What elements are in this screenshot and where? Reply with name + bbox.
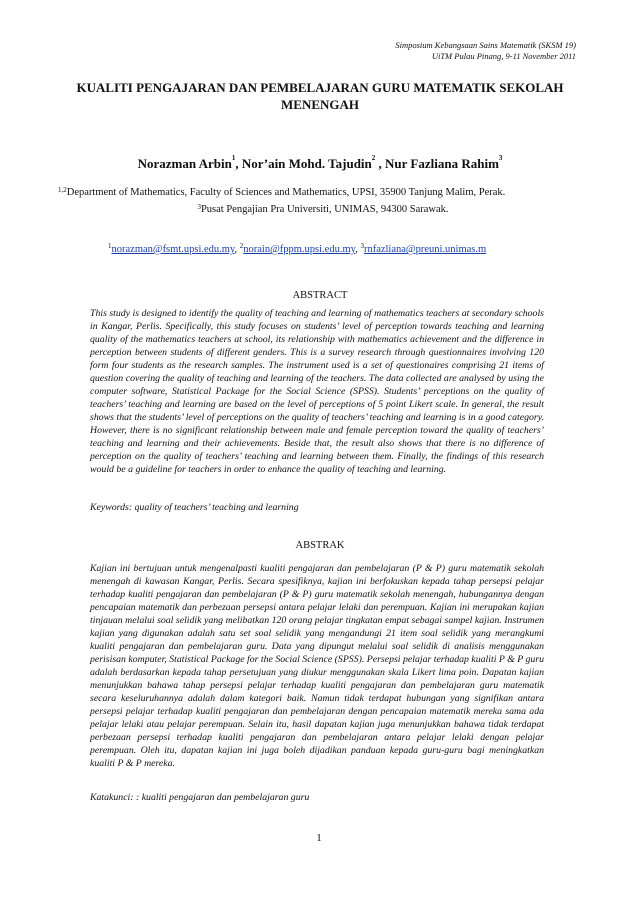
email-3-sup: 3 <box>360 242 364 250</box>
abstrak-body: Kajian ini bertujuan untuk mengenalpasti kualiti pengajaran dan pembelajaran (P & P) guru matematik sekolah menengah di kawasan Kangar, Perlis. Secara spesifiknya, kajian ini berfokuskan kepada tahap persepsi pelajar terhadap kualiti pengajaran dan pembelajaran (P & P) guru matematik sekolah menengah, hubungannya dengan pencapaian matematik dan perbezaan persepsi antara pelajar lelaki dan perempuan. Kajian ini merupakan kajian tinjauan melalui soal selidik yang melibatkan 120 orang pelajar tingkatan empat sebagai sampel kajian. Instrumen kajian yang digunakan adalah satu set soal selidik yang mengandungi 21 item soal selidik yang merangkumi kualiti pengajaran dan pembelajaran guru. Data yang dipungut melalui soal selidik di analisis menggunakan perisisan komputer, Statistical Package for the Social Science (SPSS). Persepsi pelajar terhadap kualiti P & P guru adalah berdasarkan kepada tahap persetujuan yang diukur menggunakan skala Likert lima poin. Dapatan kajian menunjukkan bahawa tahap persepsi pelajar terhadap kualiti pengajaran dan pembelajaran guru matematik secara keseluruhannya adalah dalam kategori baik. Namun tidak terdapat hubungan yang signifikan antara persepsi pelajar terhadap kualiti pengajaran dan pembelajaran dengan pencapaian matematik mereka sama ada pelajar lelaki atau pelajar perempuan. Selain itu, hasil dapatan kajian juga menunjukkan bahawa tidak terdapat perbezaan persepsi terhadap kualiti pengajaran dan pembelajaran antara pelajar lelaki dengan pelajar perempuan. Oleh itu, dapatan kajian ini juga boleh dijadikan panduan kepada guru-guru bagi meningkatkan kualiti P & P mereka. <box>90 563 544 769</box>
affiliation-2 <box>58 201 588 218</box>
author-1-sup: 1 <box>231 154 236 162</box>
author-2-sup: 2 <box>371 154 376 162</box>
email-link-2[interactable]: norain@fppm.upsi.edu.my <box>243 244 356 255</box>
paper-title-line1: KUALITI PENGAJARAN DAN PEMBELAJARAN GURU MATEMATIK SEKOLAH <box>76 80 564 95</box>
affiliation-1-text: Department of Mathematics, Faculty of Sciences and Mathematics, UPSI, 35900 Tanjung Malim, Perak. <box>66 187 506 198</box>
email-link-3[interactable]: rnfazliana@preuni.unimas.m <box>363 244 487 255</box>
affiliation-2-text: Pusat Pengajian Pra Universiti, UNIMAS, 94300 Sarawak. <box>200 204 449 215</box>
author-3: , Nur Fazliana Rahim <box>375 156 499 171</box>
affiliations <box>58 184 588 218</box>
paper-title <box>60 79 580 113</box>
affiliation-1 <box>58 184 588 201</box>
affiliation-2-sup: 3 <box>197 203 201 211</box>
paper-title-line2: MENENGAH <box>281 97 359 112</box>
email-list <box>108 244 486 255</box>
keywords-en: Keywords: quality of teachers’ teaching and learning <box>90 502 299 513</box>
author-2: , Nor’ain Mohd. Tajudin <box>235 156 372 171</box>
running-header <box>276 40 576 62</box>
abstract-heading: ABSTRACT <box>292 290 348 301</box>
affiliation-1-sup: 1,2 <box>58 186 67 194</box>
email-1-sup: 1 <box>108 242 112 250</box>
running-header-line2: UiTM Pulau Pinang, 9-11 November 2011 <box>431 51 576 61</box>
email-sep-1: , <box>234 244 240 255</box>
page-number: 1 <box>316 832 322 844</box>
abstract-body: This study is designed to identify the quality of teaching and learning of mathematics teachers at secondary schools in Kangar, Perlis. Specifically, this study focuses on students’ level of perception towards teaching and learning quality of the mathematics teachers at school, its relationship with mathematics achievement and the difference in perception between students of different genders. This is a survey research through questionnaires involving 120 form four students as the research samples. The instrument used is a set of questionaires comprising 21 items of question covering the quality of teaching and learning of the teachers. The data collected are analysed by using the computer software, Statistical Package for the Social Science (SPSS). Students’ perceptions on the quality of teachers’ teaching and learning are based on the level of perceptions of 5 point Likert scale. In general, the result shows that the students’ level of perceptions on the quality of teachers’ teaching and learning is in a good category. However, there is no significant relationship between male and female perception toward the quality of teachers’ teaching and learning and their achievements. Beside that, the result also shows that there is no difference of perception on the quality of teachers’ teaching and learning between them. Finally, the findings of this research would be a guideline for teachers in order to enhance the quality of teaching and learning. <box>90 308 544 475</box>
author-3-sup: 3 <box>498 154 503 162</box>
running-header-line1: Simposium Kebangsaan Sains Matematik (SKSM 19) <box>395 40 576 50</box>
author-list <box>60 156 580 172</box>
email-2-sup: 2 <box>239 242 244 250</box>
email-link-1[interactable]: norazman@fsmt.upsi.edu.my <box>111 244 235 255</box>
keywords-ms: Katakunci: : kualiti pengajaran dan pembelajaran guru <box>90 792 310 803</box>
author-1: Norazman Arbin <box>137 156 232 171</box>
email-sep-2: , <box>355 244 361 255</box>
abstrak-heading: ABSTRAK <box>295 540 345 551</box>
